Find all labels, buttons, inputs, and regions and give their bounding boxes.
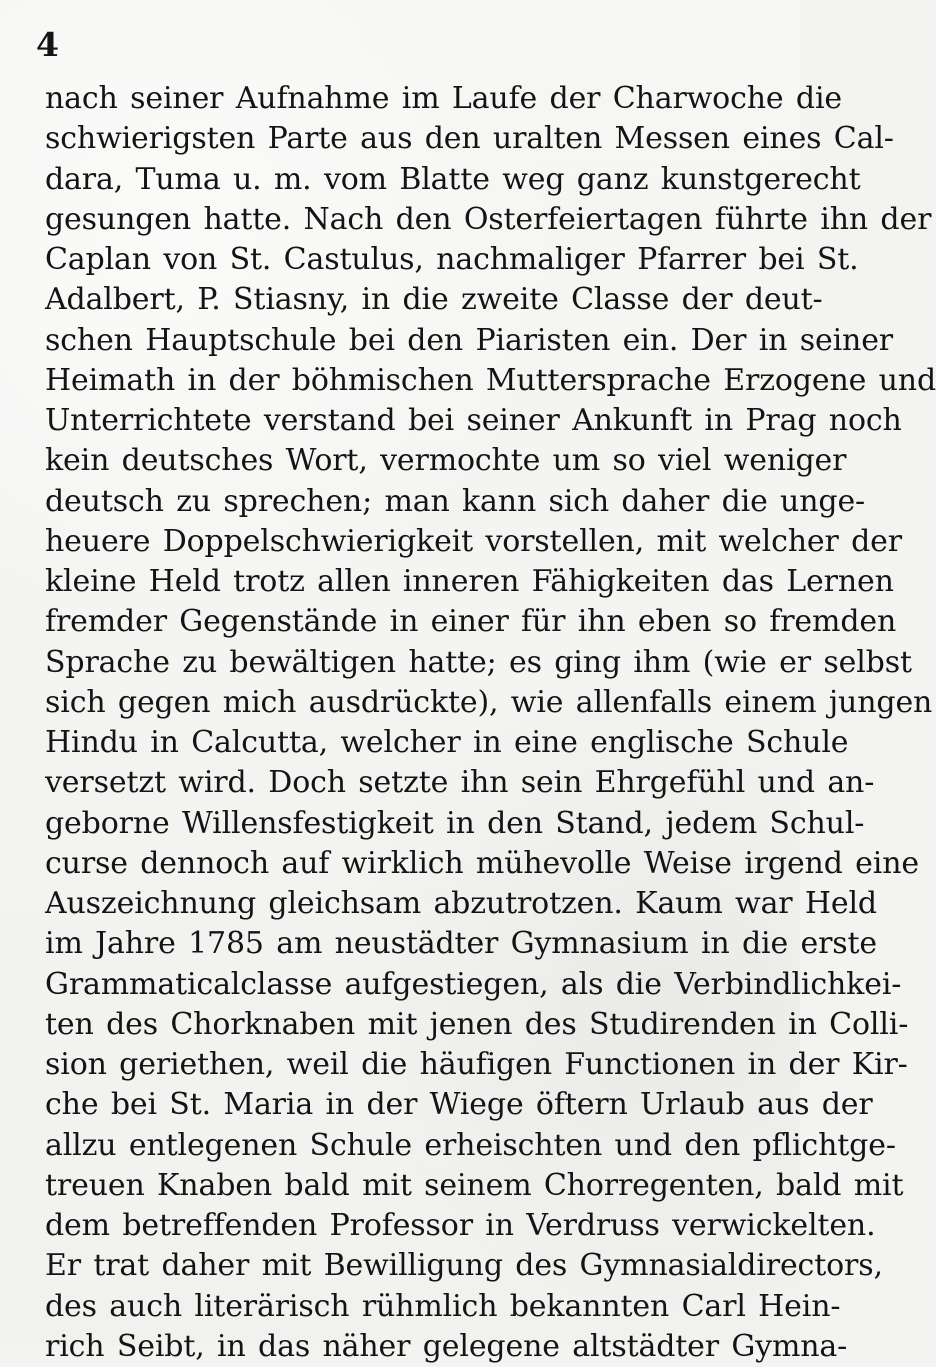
text-line: sion geriethen, weil die häufigen Functionen in der Kir- <box>45 1047 908 1082</box>
text-line: allzu entlegenen Schule erheischten und den pflichtge- <box>45 1127 896 1163</box>
text-line: Er trat daher mit Bewilligung des Gymnasialdirectors, <box>45 1248 883 1284</box>
text-line: versetzt wird. Doch setzte ihn sein Ehrgefühl und an- <box>45 765 875 801</box>
text-line: schen Hauptschule bei den Piaristen ein. Der in seiner <box>45 322 893 358</box>
text-line: sich gegen mich ausdrückte), wie allenfalls einem jungen <box>45 684 933 720</box>
text-line: des auch literärisch rühmlich bekannten Carl Hein- <box>45 1288 841 1324</box>
text-line: che bei St. Maria in der Wiege öftern Urlaub aus der <box>45 1087 873 1123</box>
text-line: kein deutsches Wort, vermochte um so viel weniger <box>45 443 847 479</box>
text-line: nach seiner Aufnahme im Laufe der Charwoche die <box>45 81 843 116</box>
text-line: Heimath in der böhmischen Muttersprache Erzogene und <box>45 362 936 398</box>
text-line: geborne Willensfestigkeit in den Stand, jedem Schul- <box>45 805 865 841</box>
text-line: fremder Gegenstände in einer für ihn eben so fremden <box>45 604 897 640</box>
text-line: Unterrichtete verstand bei seiner Ankunft in Prag noch <box>45 403 902 438</box>
text-line: kleine Held trotz allen inneren Fähigkeiten das Lernen <box>45 564 894 599</box>
text-line: dem betreffenden Professor in Verdruss verwickelten. <box>45 1208 876 1243</box>
text-line: dara, Tuma u. m. vom Blatte weg ganz kunstgerecht <box>45 161 861 197</box>
page-number: 4 <box>36 25 60 64</box>
text-line: Hindu in Calcutta, welcher in eine englische Schule <box>45 725 849 760</box>
text-line: Auszeichnung gleichsam abzutrotzen. Kaum war Held <box>45 886 877 921</box>
text-line: Caplan von St. Castulus, nachmaliger Pfarrer bei St. <box>45 242 859 277</box>
text-line: ten des Chorknaben mit jenen des Studirenden in Colli- <box>45 1006 909 1042</box>
body-text <box>45 79 936 1367</box>
text-line: heuere Doppelschwierigkeit vorstellen, mit welcher der <box>45 523 902 559</box>
text-line: Grammaticalclasse aufgestiegen, als die Verbindlichkei- <box>45 966 902 1002</box>
text-line: rich Seibt, in das näher gelegene altstädter Gymna- <box>45 1328 848 1364</box>
text-line: Adalbert, P. Stiasny, in die zweite Classe der deut- <box>45 282 823 318</box>
text-line: schwierigsten Parte aus den uralten Messen eines Cal- <box>45 121 894 157</box>
text-line: Sprache zu bewältigen hatte; es ging ihm (wie er selbst <box>45 644 912 680</box>
text-line: treuen Knaben bald mit seinem Chorregenten, bald mit <box>45 1167 904 1203</box>
text-line: deutsch zu sprechen; man kann sich daher die unge- <box>45 483 866 519</box>
text-line: im Jahre 1785 am neustädter Gymnasium in die erste <box>45 926 878 962</box>
text-line: gesungen hatte. Nach den Osterfeiertagen führte ihn der <box>45 201 932 237</box>
text-line: curse dennoch auf wirklich mühevolle Weise irgend eine <box>45 845 919 881</box>
